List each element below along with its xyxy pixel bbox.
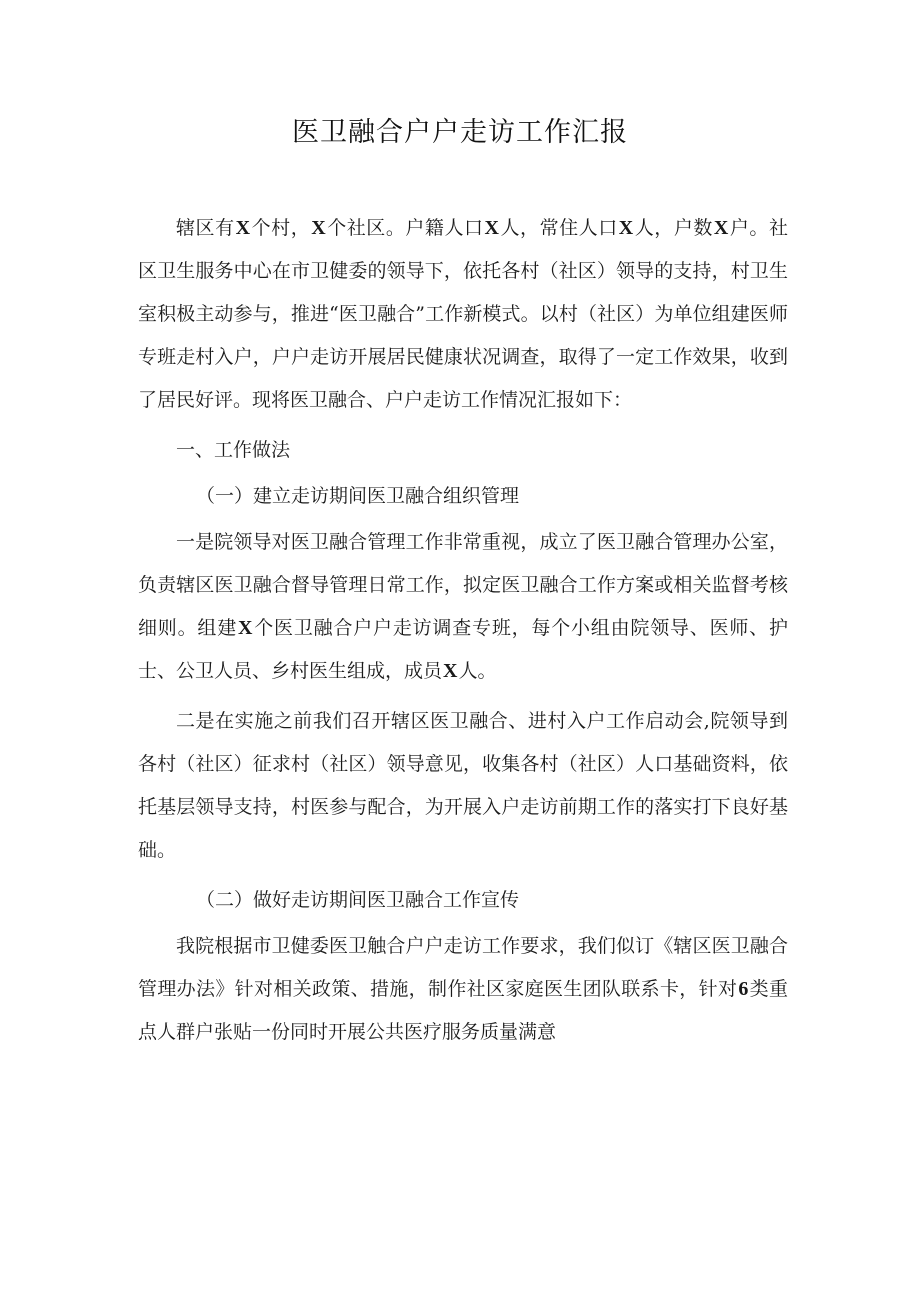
- section-heading-work-methods: 一、工作做法: [176, 439, 291, 461]
- intro-paragraph: [138, 207, 788, 422]
- intro-placeholder-4: X: [618, 217, 634, 239]
- intro-placeholder-3: X: [484, 217, 499, 239]
- intro-text-3: 个社区。户籍人口: [326, 217, 484, 239]
- para1-text-2: 个医卫融合户户走访调查专班，每个小组由院领导、医师、护士、公卫人员、乡村医生组成，成员: [138, 617, 788, 682]
- para1-placeholder-1: X: [238, 617, 253, 639]
- document-title: 医卫融合户户走访工作汇报: [292, 117, 628, 148]
- intro-placeholder-2: X: [311, 217, 326, 239]
- intro-text-5: 人，户数: [634, 217, 713, 239]
- intro-text-2: 个村，: [251, 217, 311, 239]
- para1-placeholder-2: X: [443, 660, 458, 682]
- intro-text-6: 户。社区卫生服务中心在市卫健委的领导下，依托各村（社区）领导的支持，村卫生室积极主动参与，推进“医卫融合”工作新模式。以村（社区）为单位组建医师专班走村入户，户户走访开展居民健康状况调查，取得了一定工作效果，收到了居民好评。现将医卫融合、户户走访工作情况汇报如下：: [138, 217, 788, 411]
- document-body: [138, 207, 788, 1054]
- subsection-heading-publicity: （二）做好走访期间医卫融合工作宣传: [196, 889, 520, 911]
- paragraph-kickoff-meeting: 二是在实施之前我们召开辖区医卫融合、进村入户工作启动会,院领导到各村（社区）征求村（社区）领导意见，收集各村（社区）人口基础资料，依托基层领导支持，村医参与配合，为开展入户走访前期工作的落实打下良好基础。: [138, 710, 788, 861]
- subsection-heading-organization: （一）建立走访期间医卫融合组织管理: [196, 485, 520, 507]
- intro-text-1: 辖区有: [176, 217, 235, 239]
- intro-placeholder-1: X: [235, 217, 251, 239]
- para3-number: 6: [738, 978, 749, 1000]
- intro-placeholder-5: X: [713, 217, 729, 239]
- paragraph-publicity: [138, 925, 788, 1054]
- para1-text-3: 人。: [458, 660, 497, 682]
- paragraph-leadership: [138, 521, 788, 693]
- para1-text-1: 一是院领导对医卫融合管理工作非常重视，成立了医卫融合管理办公室，负责辖区医卫融合督导管理日常工作，拟定医卫融合工作方案或相关监督考核细则。组建: [138, 531, 788, 639]
- intro-text-4: 人，常住人口: [499, 217, 618, 239]
- para3-text-2: 类重点人群户张贴一份同时开展公共医疗服务质量满意: [138, 978, 788, 1043]
- para3-text-1: 我院根据市卫健委医卫触合户户走访工作要求，我们似订《辖区医卫融合管理办法》针对相关政策、措施，制作社区家庭医生团队联系卡，针对: [138, 935, 788, 1000]
